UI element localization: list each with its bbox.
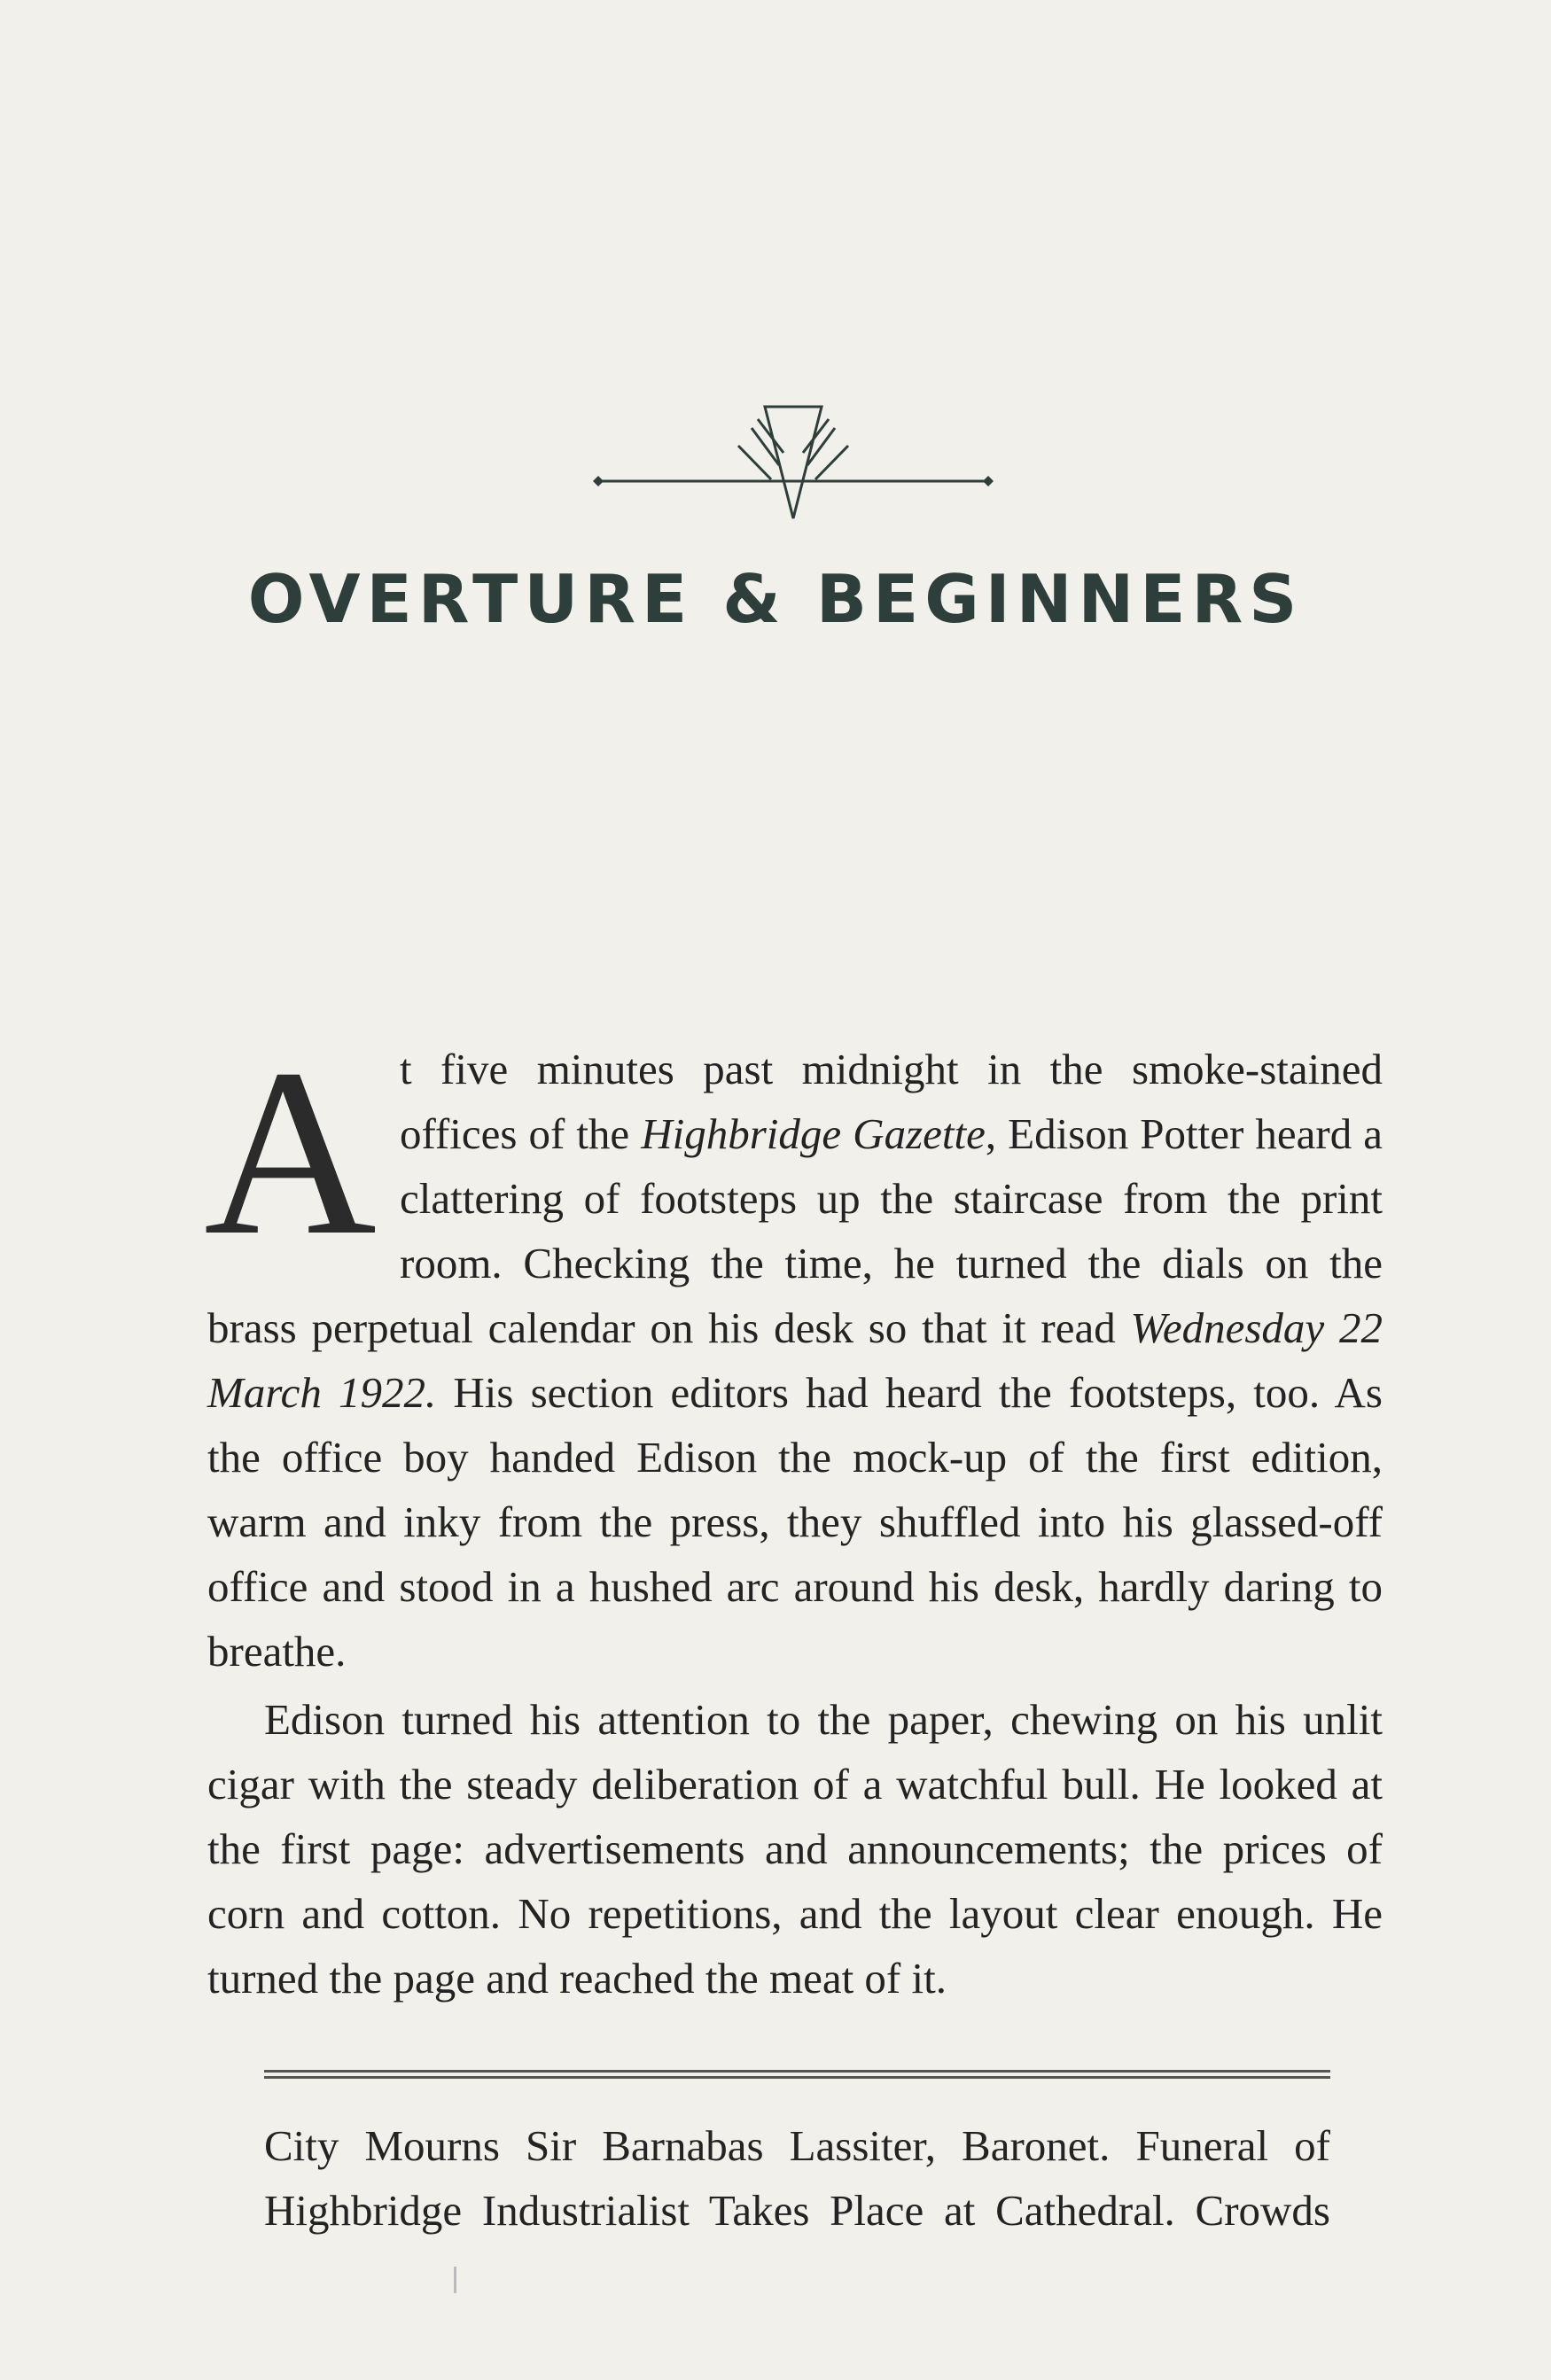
paragraph-2: Edison turned his attention to the paper, chewing on his unlit cigar with the steady deliberation of a watchful bull. He looked at the first page: advertisements and announcements; the prices of corn and cotton. No repetitions, and the layout clear enough. He turned the page and reached the meat of it.	[207, 1695, 1383, 2003]
paragraph-1-start: t five minutes past midnight in the smoke-stained offices of the	[400, 1045, 1383, 1158]
art-deco-ornament-icon	[589, 403, 997, 523]
double-rule-divider	[264, 2070, 1330, 2079]
body-text	[204, 1020, 1383, 2011]
chapter-title: OVERTURE & BEGINNERS	[247, 560, 1304, 638]
paragraph-1-end: His section editors had heard the footsteps, too. As the office boy handed Edison the mock-up of the first edition, warm and inky from the press, they shuffled into his glassed-off office and stood in a hushed arc around his desk, hardly daring to breathe.	[207, 1368, 1383, 1676]
drop-cap: A	[204, 1020, 377, 1285]
page-mark	[454, 2267, 456, 2293]
newspaper-excerpt: City Mourns Sir Barnabas Lassiter, Baronet. Funeral of Highbridge Industrialist Takes Place at Cathedral. Crowds	[264, 2121, 1330, 2235]
newspaper-name: Highbridge Gazette	[641, 1109, 986, 1158]
paragraph-1	[204, 1020, 1383, 1684]
calendar-date: Wednesday 22 March 1922.	[207, 1303, 1383, 1417]
paragraph-1-middle: , Edison Potter heard a clattering of footsteps up the staircase from the print room. Checking the time, he turned the dials on the brass perpetual calendar on his desk so that it read	[207, 1109, 1383, 1352]
